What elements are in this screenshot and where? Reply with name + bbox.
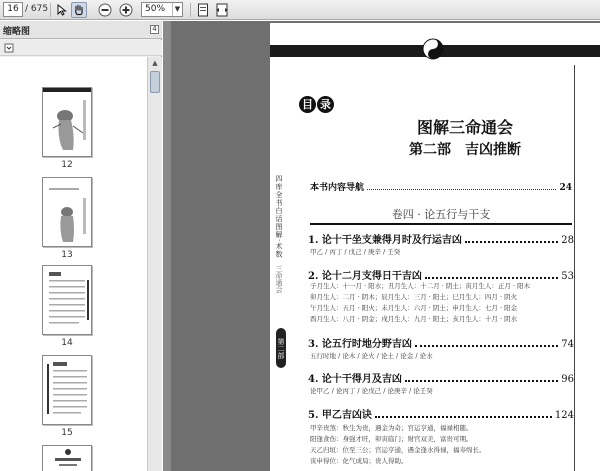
toc-leader <box>405 380 558 382</box>
chapter-page-number: 53 <box>561 271 574 282</box>
page-total: / 675 <box>25 4 49 14</box>
thumbnail-list <box>0 57 147 471</box>
chapter-page-number: 74 <box>561 339 574 350</box>
thumbnail-label: 14 <box>61 338 73 348</box>
toc-chapter-entry[interactable] <box>308 267 574 282</box>
zoom-in-icon[interactable] <box>118 2 134 18</box>
chapter-subtopics: 子月生人：十一月 · 阳水；丑月生人：十二月 · 阴土；寅月生人：正月 · 阳木 <box>310 282 531 290</box>
fit-width-icon[interactable] <box>214 2 230 18</box>
contents-badge-char: 录 <box>317 96 334 113</box>
chapter-subtopics: 午月生人：五月 · 阳火；未月生人：六月 · 阴土；申月生人：七月 · 阳金 <box>310 304 518 312</box>
book-title: 图解三命通会 <box>416 118 513 137</box>
thumbnail-page[interactable] <box>42 445 92 471</box>
chapter-subtopics: 天乙归垣：位至三公；官运亨通，遇金逢水得禄，福寿绵长。 <box>310 446 486 454</box>
chapter-title: 3. 论五行时地分野吉凶 <box>308 339 412 350</box>
contents-badge <box>299 96 334 113</box>
panel-title: 缩略图 <box>3 27 31 37</box>
toolbar-divider <box>50 3 51 17</box>
chapter-page-number: 96 <box>561 374 574 385</box>
thumbnail-page[interactable] <box>42 355 92 425</box>
volume-heading: 卷四 · 论五行与干支 <box>391 208 491 221</box>
thumbnail-page[interactable] <box>42 87 92 157</box>
thumbnail-page[interactable] <box>42 177 92 247</box>
toolbar-divider <box>190 3 191 17</box>
side-running-subtitle: 三命通会 <box>275 265 283 293</box>
chapter-subtopics: 甲辛贵煞：秋生为贵，遇金为奇；官运亨通，福禄相随。 <box>310 424 473 432</box>
options-icon[interactable] <box>4 43 14 53</box>
chapter-title: 5. 甲乙吉凶诀 <box>308 410 372 421</box>
toc-chapter-entry[interactable] <box>308 335 574 350</box>
scrollbar-thumb[interactable] <box>150 71 160 93</box>
panel-toolbar <box>0 40 162 56</box>
toc-leader <box>375 416 552 418</box>
toolbar <box>0 0 600 20</box>
page-number-input[interactable]: 16 <box>3 2 23 17</box>
page-margin-rule <box>574 65 575 471</box>
chapter-title: 2. 论十二月支得日干吉凶 <box>308 271 422 282</box>
toc-nav-entry[interactable] <box>310 180 572 193</box>
chapter-subtopics: 寅申得位：化气成局；贵人得助。 <box>310 457 408 465</box>
toc-leader <box>425 277 558 279</box>
section-divider <box>310 223 572 225</box>
thumbnails-panel <box>0 21 162 471</box>
yin-yang-icon <box>422 38 444 60</box>
side-running-title: 四库全书白话图解·术数 <box>275 175 283 259</box>
chapter-page-number: 28 <box>561 235 574 246</box>
zoom-select[interactable]: 50% <box>141 2 183 17</box>
chapter-title: 1. 论十干坐支兼得月时及行运吉凶 <box>308 235 462 246</box>
side-part-label: 第二部 <box>276 328 286 368</box>
select-arrow-icon[interactable] <box>54 2 70 18</box>
toc-chapter-entry[interactable] <box>308 231 574 246</box>
chapter-page-number: 124 <box>554 410 574 421</box>
contents-badge-char: 目 <box>299 96 316 113</box>
chapter-title: 4. 论十干得月及吉凶 <box>308 374 402 385</box>
thumbnail-page[interactable] <box>42 265 92 335</box>
chapter-subtopics: 酉月生人：八月 · 阴金；戌月生人：九月 · 阳土；亥月生人：十月 · 阴水 <box>310 315 518 323</box>
chapter-subtopics: 卯月生人：二月 · 阴木；辰月生人：三月 · 阳土；巳月生人：四月 · 阴火 <box>310 293 518 301</box>
chapter-subtopics: 阳逢食伤：身强才旺，卯寅临门；财官双美，富贵可期。 <box>310 435 473 443</box>
toc-page-number: 24 <box>559 183 572 193</box>
panel-header <box>0 21 162 39</box>
close-panel-button[interactable]: 4 <box>150 25 159 34</box>
toc-leader <box>465 241 558 243</box>
chevron-down-icon[interactable]: ▼ <box>172 3 182 16</box>
toc-leader <box>367 189 556 190</box>
hand-tool-icon[interactable] <box>71 2 87 18</box>
thumbnail-scrollbar[interactable] <box>147 57 162 471</box>
document-page <box>270 23 600 471</box>
thumbnail-label: 12 <box>61 160 73 170</box>
chapter-subtopics: 论甲乙 / 论丙丁 / 论戊己 / 论庚辛 / 论壬癸 <box>310 387 433 395</box>
toc-entry-label: 本书内容导航 <box>310 183 365 193</box>
chapter-subtopics: 甲乙 / 丙丁 / 戊己 / 庚辛 / 壬癸 <box>310 248 401 256</box>
toc-chapter-entry[interactable] <box>308 406 574 421</box>
chapter-subtopics: 五行时地 / 论木 / 论火 / 论土 / 论金 / 论水 <box>310 352 433 360</box>
panel-splitter[interactable] <box>163 21 171 471</box>
toc-chapter-entry[interactable] <box>308 370 574 385</box>
toc-leader <box>415 345 558 347</box>
part-title: 第二部 吉凶推断 <box>409 142 521 158</box>
zoom-out-icon[interactable] <box>97 2 113 18</box>
thumbnail-label: 15 <box>61 428 73 438</box>
fit-page-icon[interactable] <box>195 2 211 18</box>
scroll-up-icon[interactable]: ▲ <box>152 59 158 67</box>
thumbnail-label: 13 <box>61 250 73 260</box>
